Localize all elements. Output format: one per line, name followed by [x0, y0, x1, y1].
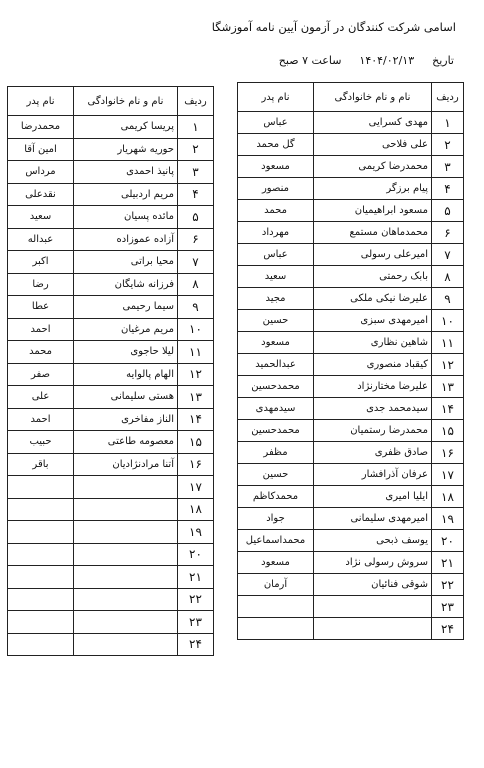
table-row [8, 633, 214, 656]
row-index: ۱۷ [178, 476, 214, 499]
father-name: عباس [238, 112, 314, 134]
participant-name: مریم اردبیلی [74, 183, 178, 206]
row-index: ۱۱ [178, 341, 214, 364]
row-index: ۱۵ [178, 431, 214, 454]
table-row [8, 183, 214, 206]
participant-name [74, 588, 178, 611]
father-name: نقدعلی [8, 183, 74, 206]
table-row [8, 341, 214, 364]
table-row [238, 134, 464, 156]
participant-name: مسعود ابراهیمیان [314, 200, 432, 222]
row-index: ۱ [178, 116, 214, 139]
table-row [238, 266, 464, 288]
father-name: باقر [8, 453, 74, 476]
father-name: احمد [8, 318, 74, 341]
father-name: محمد [8, 341, 74, 364]
index-column-header: ردیف [432, 83, 464, 112]
row-index: ۲۱ [178, 566, 214, 589]
participant-name: لیلا حاجوی [74, 341, 178, 364]
participant-name: علیرضا نیکی ملکی [314, 288, 432, 310]
row-index: ۳ [178, 161, 214, 184]
participant-name [74, 633, 178, 656]
participant-name: پریسا کریمی [74, 116, 178, 139]
participant-name: آتنا مرادنژادیان [74, 453, 178, 476]
participant-name: امیرمهدی سبزی [314, 310, 432, 332]
participants-table-left [7, 86, 214, 656]
row-index: ۲۱ [432, 552, 464, 574]
table-row [8, 318, 214, 341]
father-name: رضا [8, 273, 74, 296]
row-index: ۱۰ [432, 310, 464, 332]
participant-name: ایلیا امیری [314, 486, 432, 508]
participant-name: کیقباد منصوری [314, 354, 432, 376]
table-row [238, 200, 464, 222]
father-name: حسین [238, 464, 314, 486]
father-name: محمد [238, 200, 314, 222]
father-name [8, 611, 74, 634]
table-row [8, 228, 214, 251]
participant-name: علیرضا مختارنژاد [314, 376, 432, 398]
table-row [238, 156, 464, 178]
table-row [8, 521, 214, 544]
table-row [8, 453, 214, 476]
father-name: آرمان [238, 574, 314, 596]
father-name: مظفر [238, 442, 314, 464]
table-row [238, 222, 464, 244]
row-index: ۲ [178, 138, 214, 161]
participant-name: فرزانه شایگان [74, 273, 178, 296]
participant-name: محمدرضا کریمی [314, 156, 432, 178]
participant-name [314, 618, 432, 640]
row-index: ۵ [178, 206, 214, 229]
row-index: ۱۵ [432, 420, 464, 442]
document-title: اسامی شرکت کنندگان در آزمون آیین نامه آموزشگا [211, 20, 456, 34]
table-row [238, 244, 464, 266]
row-index: ۲۴ [432, 618, 464, 640]
participant-name: علی فلاحی [314, 134, 432, 156]
father-name: حسین [238, 310, 314, 332]
row-index: ۷ [432, 244, 464, 266]
participant-name [74, 611, 178, 634]
row-index: ۱۷ [432, 464, 464, 486]
table-row [238, 420, 464, 442]
table-row [238, 574, 464, 596]
participant-name: سیدمحمد جدی [314, 398, 432, 420]
father-name: محمدرضا [8, 116, 74, 139]
table-row [8, 363, 214, 386]
participant-name: مهدی کسرایی [314, 112, 432, 134]
row-index: ۱۴ [178, 408, 214, 431]
table-row [238, 332, 464, 354]
table-row [238, 552, 464, 574]
table-row [238, 442, 464, 464]
table-row [8, 273, 214, 296]
row-index: ۹ [432, 288, 464, 310]
name-column-header: نام و نام خانوادگی [314, 83, 432, 112]
father-name: منصور [238, 178, 314, 200]
row-index: ۹ [178, 296, 214, 319]
table-row [8, 588, 214, 611]
participant-name: معصومه طاعتی [74, 431, 178, 454]
row-index: ۶ [178, 228, 214, 251]
table-row [238, 178, 464, 200]
row-index: ۸ [432, 266, 464, 288]
row-index: ۳ [432, 156, 464, 178]
table-row [238, 376, 464, 398]
father-name: حبیب [8, 431, 74, 454]
table-row [238, 508, 464, 530]
participant-name: امیرعلی رسولی [314, 244, 432, 266]
row-index: ۱۱ [432, 332, 464, 354]
participant-name: مائده پسیان [74, 206, 178, 229]
table-row [238, 288, 464, 310]
father-name: عبداله [8, 228, 74, 251]
table-row [238, 354, 464, 376]
father-name: مهرداد [238, 222, 314, 244]
father-name: سعید [8, 206, 74, 229]
father-name [8, 566, 74, 589]
participant-name: امیرمهدی سلیمانی [314, 508, 432, 530]
row-index: ۶ [432, 222, 464, 244]
father-column-header: نام پدر [8, 87, 74, 116]
row-index: ۱ [432, 112, 464, 134]
date-label: تاریخ [432, 54, 454, 67]
row-index: ۱۶ [432, 442, 464, 464]
participant-name: پیام برزگر [314, 178, 432, 200]
father-name [8, 543, 74, 566]
time-label: ساعت ۷ صبح [278, 54, 342, 67]
participant-name: محمدرضا رستمیان [314, 420, 432, 442]
participant-name: یوسف ذبحی [314, 530, 432, 552]
father-name: امین آقا [8, 138, 74, 161]
row-index: ۱۹ [178, 521, 214, 544]
participant-name [74, 498, 178, 521]
participant-name: صادق ظفری [314, 442, 432, 464]
table-row [8, 161, 214, 184]
father-name [8, 476, 74, 499]
father-name: گل محمد [238, 134, 314, 156]
participants-table-right [237, 82, 464, 640]
table-row [8, 206, 214, 229]
father-name: علی [8, 386, 74, 409]
table-row [8, 476, 214, 499]
row-index: ۱۳ [178, 386, 214, 409]
index-column-header: ردیف [178, 87, 214, 116]
table-row [8, 408, 214, 431]
father-name: عباس [238, 244, 314, 266]
participant-name: آزاده عموزاده [74, 228, 178, 251]
row-index: ۸ [178, 273, 214, 296]
father-name: عطا [8, 296, 74, 319]
father-name [238, 596, 314, 618]
row-index: ۱۸ [178, 498, 214, 521]
row-index: ۱۲ [178, 363, 214, 386]
row-index: ۲۰ [178, 543, 214, 566]
row-index: ۲۰ [432, 530, 464, 552]
table-row [8, 611, 214, 634]
participant-name: مریم مرغیان [74, 318, 178, 341]
table-header-row [238, 83, 464, 112]
table-row [8, 498, 214, 521]
father-name: جواد [238, 508, 314, 530]
row-index: ۲۲ [178, 588, 214, 611]
table-row [8, 431, 214, 454]
row-index: ۱۰ [178, 318, 214, 341]
participant-name: حوریه شهریار [74, 138, 178, 161]
participant-name: سروش رسولی نژاد [314, 552, 432, 574]
participant-name: سیما رحیمی [74, 296, 178, 319]
row-index: ۲۴ [178, 633, 214, 656]
row-index: ۱۲ [432, 354, 464, 376]
row-index: ۲۳ [178, 611, 214, 634]
participant-name: الهام پالوایه [74, 363, 178, 386]
table-header-row [8, 87, 214, 116]
participant-name: شاهین نظاری [314, 332, 432, 354]
participant-name: محیا براتی [74, 251, 178, 274]
table-row [238, 112, 464, 134]
participant-name: هستی سلیمانی [74, 386, 178, 409]
father-name [8, 633, 74, 656]
father-name: احمد [8, 408, 74, 431]
table-row [8, 386, 214, 409]
father-name [8, 498, 74, 521]
father-column-header: نام پدر [238, 83, 314, 112]
father-name: محمدحسین [238, 376, 314, 398]
table-row [8, 138, 214, 161]
row-index: ۵ [432, 200, 464, 222]
father-name: مسعود [238, 332, 314, 354]
father-name [8, 521, 74, 544]
table-row [238, 310, 464, 332]
table-row [238, 618, 464, 640]
table-row [238, 464, 464, 486]
row-index: ۱۴ [432, 398, 464, 420]
table-row [8, 251, 214, 274]
participant-name [74, 566, 178, 589]
participant-name: عرفان آذرافشار [314, 464, 432, 486]
row-index: ۷ [178, 251, 214, 274]
participant-name: محمدماهان مستمع [314, 222, 432, 244]
row-index: ۱۶ [178, 453, 214, 476]
father-name: عبدالحمید [238, 354, 314, 376]
table-row [238, 398, 464, 420]
table-row [238, 486, 464, 508]
participant-name: شوقی فنائیان [314, 574, 432, 596]
table-row [238, 596, 464, 618]
participant-name [74, 543, 178, 566]
date-line [279, 54, 454, 67]
father-name: اکبر [8, 251, 74, 274]
row-index: ۱۸ [432, 486, 464, 508]
father-name: سیدمهدی [238, 398, 314, 420]
row-index: ۱۳ [432, 376, 464, 398]
row-index: ۴ [178, 183, 214, 206]
father-name: محمدکاظم [238, 486, 314, 508]
participant-name [74, 476, 178, 499]
participant-name: الناز مفاخری [74, 408, 178, 431]
table-row [238, 530, 464, 552]
father-name: مسعود [238, 156, 314, 178]
name-column-header: نام و نام خانوادگی [74, 87, 178, 116]
row-index: ۴ [432, 178, 464, 200]
father-name: محمدحسین [238, 420, 314, 442]
father-name: مجید [238, 288, 314, 310]
table-row [8, 566, 214, 589]
participant-name: بابک رحمتی [314, 266, 432, 288]
row-index: ۲۳ [432, 596, 464, 618]
father-name: مسعود [238, 552, 314, 574]
date-value: ۱۴۰۴/۰۲/۱۳ [359, 54, 415, 67]
row-index: ۲۲ [432, 574, 464, 596]
table-row [8, 296, 214, 319]
father-name: مرداس [8, 161, 74, 184]
participant-name [74, 521, 178, 544]
table-row [8, 543, 214, 566]
row-index: ۲ [432, 134, 464, 156]
father-name: صفر [8, 363, 74, 386]
table-row [8, 116, 214, 139]
row-index: ۱۹ [432, 508, 464, 530]
father-name [238, 618, 314, 640]
father-name [8, 588, 74, 611]
participant-name [314, 596, 432, 618]
participant-name: پانیذ احمدی [74, 161, 178, 184]
father-name: محمداسماعیل [238, 530, 314, 552]
father-name: سعید [238, 266, 314, 288]
